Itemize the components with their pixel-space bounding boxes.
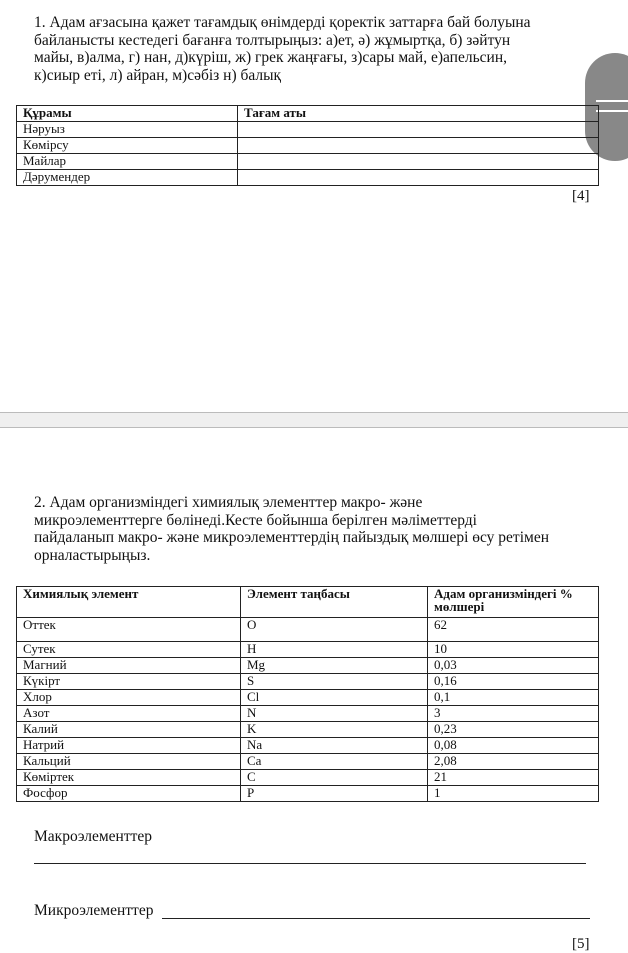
element-name: Көміртек <box>17 770 241 786</box>
element-symbol: Cl <box>241 690 428 706</box>
element-percent: 3 <box>428 706 599 722</box>
table-row <box>17 674 599 690</box>
element-name: Азот <box>17 706 241 722</box>
answer-cell[interactable] <box>238 154 599 170</box>
table-row <box>17 722 599 738</box>
table-row <box>17 154 599 170</box>
table-header-percent <box>428 587 599 618</box>
table-header: мөлшері <box>434 599 485 614</box>
score-marker: [4] <box>572 188 590 204</box>
answer-cell[interactable] <box>238 138 599 154</box>
macro-answer-line[interactable] <box>34 863 586 864</box>
nutrients-table <box>16 105 599 186</box>
answer-cell[interactable] <box>238 170 599 186</box>
q2-line: 2. Адам организміндегі химиялық элементтер макро- және <box>34 494 423 511</box>
q1-line: к)сиыр еті, л) айран, м)сәбіз н) балық <box>34 66 282 84</box>
element-name: Калий <box>17 722 241 738</box>
table-header: Элемент таңбасы <box>241 587 428 618</box>
table-cell: Көмірсу <box>17 138 238 154</box>
micro-label: Микроэлементтер <box>34 902 154 919</box>
menu-icon[interactable] <box>596 100 628 112</box>
q1-line: майы, в)алма, г) нан, д)күріш, ж) грек жаңғағы, з)сары май, е)апельсин, <box>34 49 508 66</box>
macro-label: Макроэлементтер <box>34 828 153 845</box>
element-percent: 0,1 <box>428 690 599 706</box>
q2-line: микроэлементтерге бөлінеді.Кесте бойынша берілген мәліметтерді <box>34 511 477 529</box>
element-name: Натрий <box>17 738 241 754</box>
element-name: Фосфор <box>17 786 241 802</box>
table-row <box>17 618 599 642</box>
element-symbol: K <box>241 722 428 738</box>
element-symbol: O <box>241 618 428 642</box>
table-header: Тағам аты <box>238 106 599 122</box>
element-name: Күкірт <box>17 674 241 690</box>
q2-line: пайдаланып макро- және микроэлементтердің пайыздық мөлшері өсу ретімен <box>34 529 549 546</box>
element-name: Сутек <box>17 642 241 658</box>
element-symbol: H <box>241 642 428 658</box>
table-row <box>17 770 599 786</box>
table-row <box>17 642 599 658</box>
element-percent: 0,16 <box>428 674 599 690</box>
table-row <box>17 786 599 802</box>
element-percent: 10 <box>428 642 599 658</box>
table-row <box>17 658 599 674</box>
table-row <box>17 122 599 138</box>
q1-line: 1. Адам ағзасына қажет тағамдық өнімдерді қоректік заттарға бай болуына <box>34 14 531 31</box>
table-header: Адам организміндегі % <box>434 586 573 601</box>
page-gap <box>0 413 628 427</box>
element-percent: 2,08 <box>428 754 599 770</box>
question-2-text <box>34 494 549 564</box>
element-name: Хлор <box>17 690 241 706</box>
element-symbol: S <box>241 674 428 690</box>
question-1-text <box>34 14 531 84</box>
answer-cell[interactable] <box>238 122 599 138</box>
element-name: Кальций <box>17 754 241 770</box>
table-cell: Дәрумендер <box>17 170 238 186</box>
micro-answer-line[interactable] <box>162 918 590 919</box>
score-marker: [5] <box>572 936 590 952</box>
element-symbol: N <box>241 706 428 722</box>
table-cell: Майлар <box>17 154 238 170</box>
element-percent: 0,03 <box>428 658 599 674</box>
element-symbol: Ca <box>241 754 428 770</box>
element-symbol: C <box>241 770 428 786</box>
element-name: Оттек <box>17 618 241 642</box>
table-row <box>17 738 599 754</box>
q1-line: байланысты кестедегі бағанға толтырыңыз: а)ет, ә) жұмыртқа, б) зәйтун <box>34 31 511 49</box>
element-percent: 21 <box>428 770 599 786</box>
elements-table <box>16 586 599 802</box>
q2-line: орналастырыңыз. <box>34 546 151 564</box>
table-header: Химиялық элемент <box>17 587 241 618</box>
table-row <box>17 690 599 706</box>
element-percent: 0,08 <box>428 738 599 754</box>
table-cell: Нәруыз <box>17 122 238 138</box>
element-name: Магний <box>17 658 241 674</box>
table-row <box>17 754 599 770</box>
table-row <box>17 138 599 154</box>
table-row <box>17 170 599 186</box>
page-divider <box>0 427 628 428</box>
element-symbol: Mg <box>241 658 428 674</box>
element-symbol: P <box>241 786 428 802</box>
element-percent: 1 <box>428 786 599 802</box>
element-percent: 0,23 <box>428 722 599 738</box>
element-symbol: Na <box>241 738 428 754</box>
table-row <box>17 706 599 722</box>
element-percent: 62 <box>428 618 599 642</box>
table-header: Құрамы <box>17 106 238 122</box>
